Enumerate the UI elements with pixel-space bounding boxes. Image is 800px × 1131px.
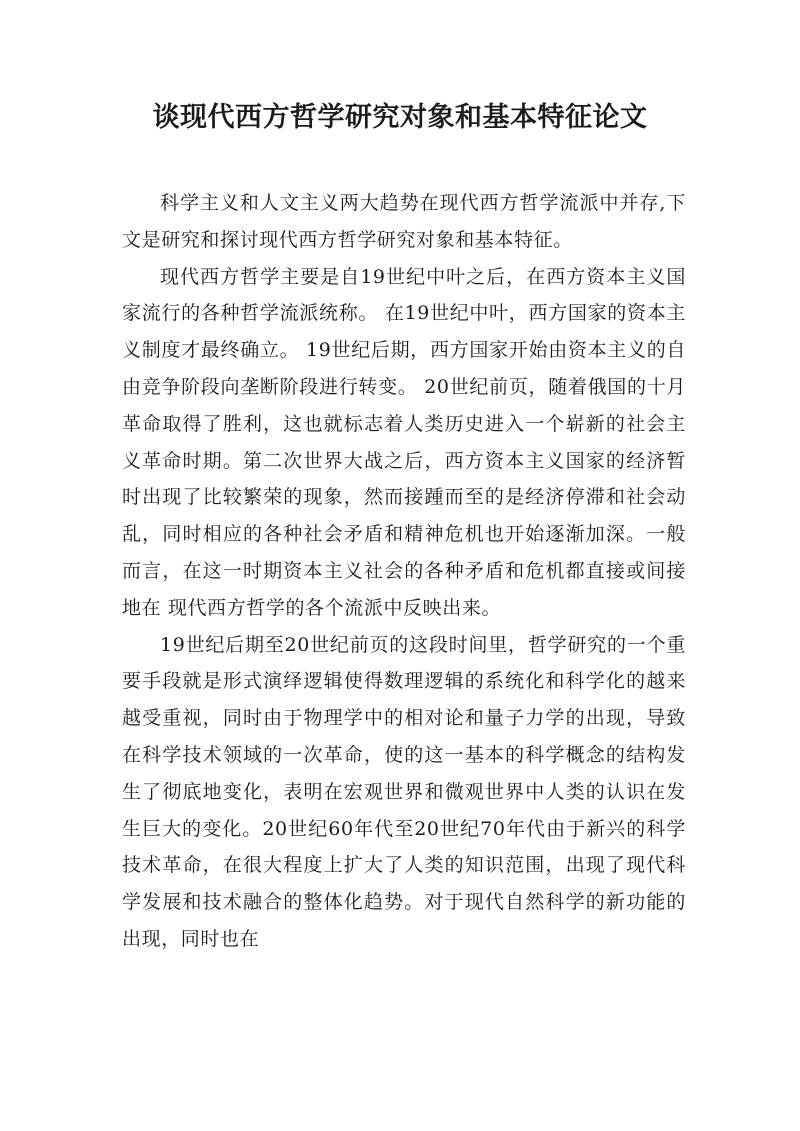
document-body <box>122 185 686 958</box>
paragraph-background: 现代西方哲学主要是自19世纪中叶之后，在西方资本主义国家流行的各种哲学流派统称。 在19世纪中叶，西方国家的资本主义制度才最终确立。 19世纪后期，西方国家开始由资本主义的自由竞争阶段向垄断阶段进行转变。 20世纪前页，随着俄国的十月革命取得了胜利，这也就标志着人类历史进入一个崭新的社会主义革命时期。第二次世界大战之后，西方资本主义国家的经济暂时出现了比较繁荣的现象，然而接踵而至的是经济停滞和社会动乱，同时相应的各种社会矛盾和精神危机也开始逐渐加深。一般而言，在这一时期资本主义社会的各种矛盾和危机都直接或间接地在 现代西方哲学的各个流派中反映出来。 <box>122 265 686 619</box>
document-title: 谈现代西方哲学研究对象和基本特征论文 <box>152 102 648 133</box>
paragraph-science-revolution: 19世纪后期至20世纪前页的这段时间里，哲学研究的一个重要手段就是形式演绎逻辑使得数理逻辑的系统化和科学化的越来越受重视，同时由于物理学中的相对论和量子力学的出现，导致在科学技术领域的一次革命，使的这一基本的科学概念的结构发生了彻底地变化，表明在宏观世界和微观世界中人类的认识在发生巨大的变化。20世纪60年代至20世纪70年代由于新兴的科学技术革命，在很大程度上扩大了人类的知识范围，出现了现代科学发展和技术融合的整体化趋势。对于现代自然科学的新功能的出现，同时也在 <box>122 633 686 950</box>
paragraph-intro: 科学主义和人文主义两大趋势在现代西方哲学流派中并存,下文是研究和探讨现代西方哲学研究对象和基本特征。 <box>122 192 686 251</box>
